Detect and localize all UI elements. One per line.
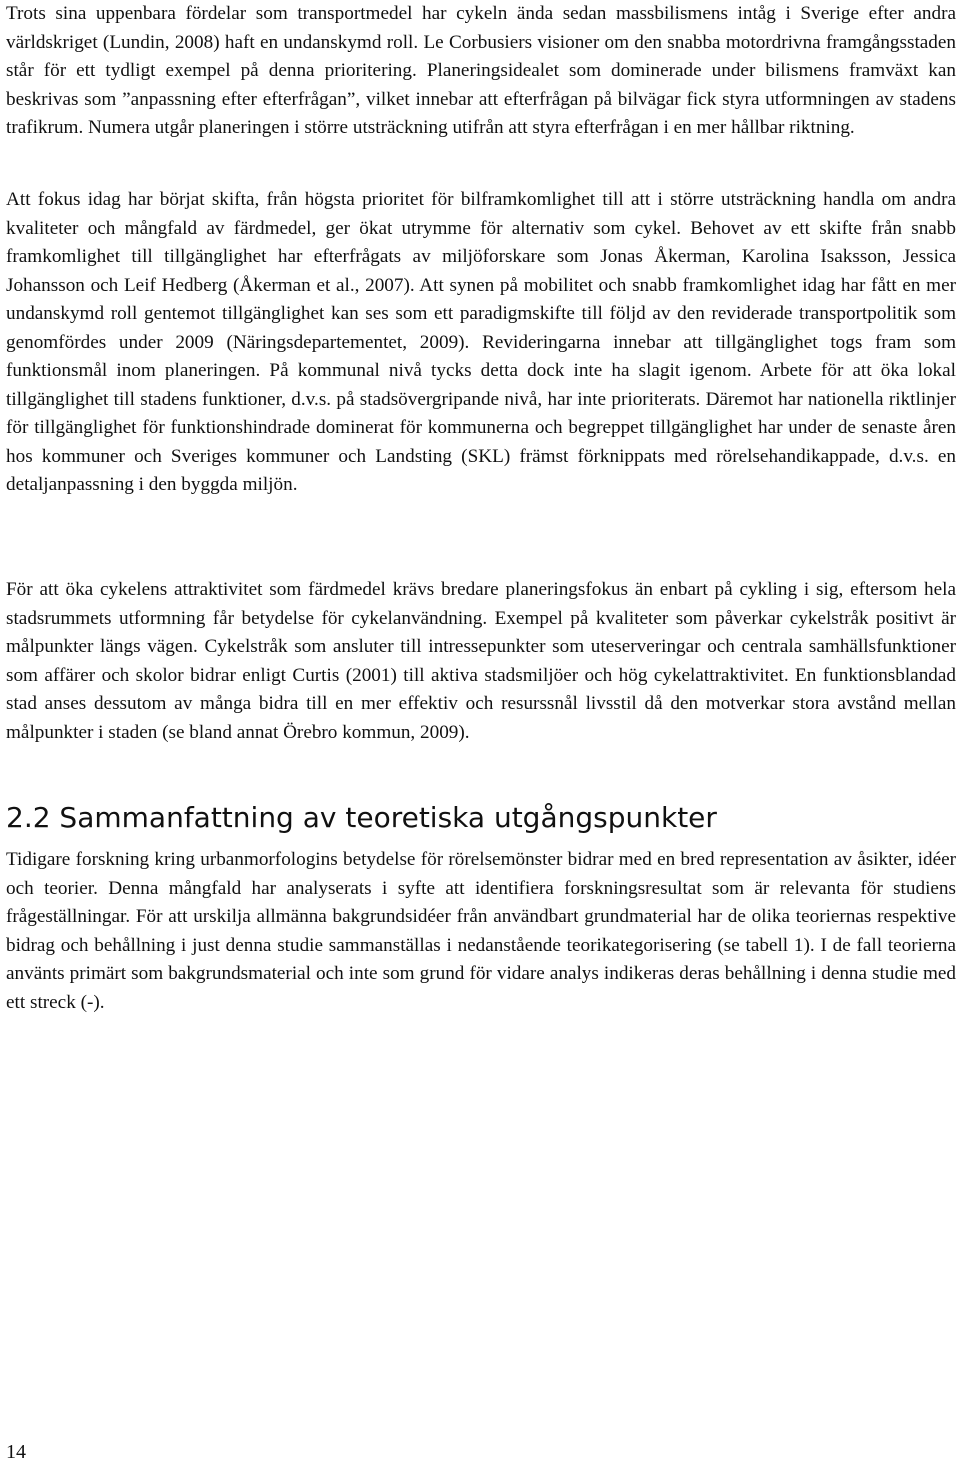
page-number: 14 xyxy=(6,1441,26,1463)
document-page xyxy=(6,0,956,1468)
paragraph-cycling-attractiveness: För att öka cykelens attraktivitet som färdmedel krävs bredare planeringsfokus än enbart på cykling i sig, eftersom hela stadsrummets utformning får betydelse för cykelanvändning. Exempel på kvaliteter som påverkar cykelstråk positivt är målpunkter längs vägen. Cykelstråk som ansluter till intressepunkter som uteserveringar och centrala samhällsfunktioner som affärer och skolor bidrar enligt Curtis (2001) till aktiva stadsmiljöer och hög cykelattraktivitet. En funktionsblandad stad anses dessutom av många bidra till en mer effektiv och resurssnål livsstil då den motverkar stora avstånd mellan målpunkter i staden (se bland annat Örebro kommun, 2009). xyxy=(6,579,956,743)
paragraph-cycling-history: Trots sina uppenbara fördelar som transportmedel har cykeln ända sedan massbilismens intåg i Sverige efter andra världskriget (Lundin, 2008) haft en undanskymd roll. Le Corbusiers visioner om den snabba motordrivna framgångsstaden står för ett tydligt exempel på denna prioritering. Planeringsidealet som dominerade under bilismens framväxt kan beskrivas som ”anpassning efter efterfrågan”, vilket innebar att efterfrågan på bilvägar fick styra utformningen av stadens trafikrum. Numera utgår planeringen i större utsträckning utifrån att styra efterfrågan i en mer hållbar riktning. xyxy=(6,3,956,138)
paragraph-theory-summary: Tidigare forskning kring urbanmorfologins betydelse för rörelsemönster bidrar med en bred representation av åsikter, idéer och teorier. Denna mångfald har analyserats i syfte att identifiera forskningsresultat som är relevanta för studiens frågeställningar. För att urskilja allmänna bakgrundsidéer från användbart grundmaterial har de olika teoriernas respektive bidrag och behållning i just denna studie sammanställas i nedanstående teorikategorisering (se tabell 1). I de fall teorierna använts primärt som bakgrundsmaterial och inte som grund för vidare analys indikeras deras behållning i denna studie med ett streck (-). xyxy=(6,849,956,1013)
paragraph-accessibility-shift: Att fokus idag har börjat skifta, från högsta prioritet för bilframkomlighet till att i större utsträckning handla om andra kvaliteter och mångfald av färdmedel, ger ökat utrymme för alternativ som cykel. Behovet av ett skifte från snabb framkomlighet till tillgänglighet har efterfrågats av miljöforskare som Jonas Åkerman, Karolina Isaksson, Jessica Johansson och Leif Hedberg (Åkerman et al., 2007). Att synen på mobilitet och snabb framkomlighet idag har fått en mer undanskymd roll gentemot tillgänglighet kan ses som ett paradigmskifte till följd av den reviderade transportpolitik som genomfördes under 2009 (Näringsdepartementet, 2009). Revideringarna innebar att tillgänglighet togs fram som funktionsmål inom planeringen. På kommunal nivå tycks detta dock inte ha slagit igenom. Arbete för att öka lokal tillgänglighet till stadens funktioner, d.v.s. på stadsövergripande nivå, har inte prioriterats. Däremot har nationella riktlinjer för tillgänglighet för funktionshindrade dominerat för kommunerna och begreppet tillgänglighet har under de senaste åren hos kommuner och Sveriges kommuner och Landsting (SKL) främst förknippats med rörelsehandikappade, d.v.s. en detaljanpassning i den byggda miljön. xyxy=(6,189,956,495)
section-heading: 2.2 Sammanfattning av teoretiska utgångspunkter xyxy=(6,801,717,834)
